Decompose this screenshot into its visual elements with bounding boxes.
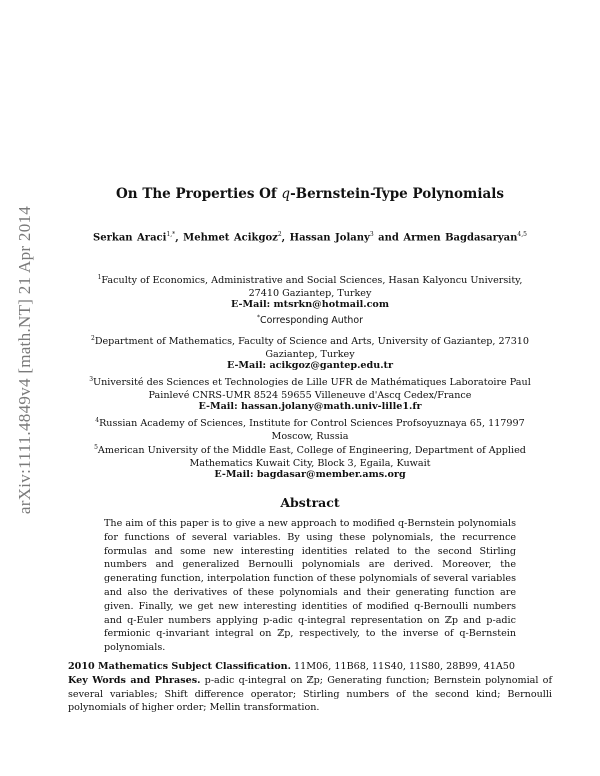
corresponding-author-note: *Corresponding Author: [257, 314, 363, 327]
email-address[interactable]: hassan.jolany@math.univ-lille1.fr: [240, 401, 422, 412]
affiliation-2: $^2$Department of Mathematics, Faculty of Science and Arts, University of Gaziantep, 27310 Gaziantep, Turkey: [90, 335, 530, 361]
arxiv-identifier: arXiv:1111.4849v4 [math.NT] 21 Apr 2014: [15, 205, 34, 515]
email-3: E-Mail: hassan.jolany@math.univ-lille1.fr: [198, 401, 422, 412]
author-name: Mehmet Acikgoz: [183, 232, 278, 244]
email-address[interactable]: acikgoz@gantep.edu.tr: [269, 360, 394, 371]
email-1: E-Mail: mtsrkn@hotmail.com: [231, 299, 389, 310]
abstract-text: The aim of this paper is to give a new approach to modified q-Bernstein polynomials for functions of several variables. By using these polynomials, the recurrence formulas and some new interesting identities related to the second Stirling numbers and generalized Bernoulli polynomials are derived. Moreover, the generating function, interpolation function of these polynomials of several variables and also the derivatives of these polynomials and their generating function are given. Finally, we get new interesting identities of modified q-Bernoulli numbers and q-Euler numbers applying p-adic q-integral representation on ℤp and p-adic fermionic q-invariant integral on ℤp, respectively, to the inverse of q-Bernstein polynomials.: [104, 518, 516, 654]
affiliation-3: $^3$Université des Sciences et Technologies de Lille UFR de Mathématiques Laboratoire Paul Painlevé CNRS-UMR 8524 59655 Villeneuve d'Ascq Cedex/France: [89, 376, 531, 402]
email-2: E-Mail: acikgoz@gantep.edu.tr: [226, 360, 394, 371]
affiliation-4: $^4$Russian Academy of Sciences, Institute for Control Sciences Profsoyuznaya 65, 117997 Moscow, Russia: [95, 417, 525, 443]
author-list: Serkan Araci$^{1,*}$, Mehmet Acikgoz$^2$, Hassan Jolany$^3$ and Armen Bagdasaryan$^{4,5}$: [93, 231, 527, 244]
email-5: E-Mail: bagdasar@member.ams.org: [214, 469, 406, 480]
author-name: Serkan Araci: [93, 232, 167, 244]
author-name: Hassan Jolany: [289, 232, 370, 244]
email-address[interactable]: mtsrkn@hotmail.com: [273, 299, 389, 310]
abstract-heading: Abstract: [280, 495, 340, 510]
classification-block: [68, 660, 552, 715]
msc-label: 2010 Mathematics Subject Classification.: [68, 661, 291, 672]
keywords-label: Key Words and Phrases.: [68, 674, 201, 686]
msc-codes: 11M06, 11B68, 11S40, 11S80, 28B99, 41A50: [290, 661, 516, 672]
paper-title: On The Properties Of q-Bernstein-Type Polynomials: [116, 186, 504, 202]
email-address[interactable]: bagdasar@member.ams.org: [256, 469, 406, 480]
author-name: Armen Bagdasaryan: [403, 232, 518, 244]
affiliation-5: $^5$American University of the Middle East, College of Engineering, Department of Applied Mathematics Kuwait City, Block 3, Egaila, Kuwait: [94, 444, 526, 470]
keywords-text: p-adic q-integral on ℤp; Generating function; Bernstein polynomial of several variables; Shift difference operator; Stirling numbers of the second kind; Bernoulli polynomials of higher order; Mellin transformation.: [68, 674, 552, 714]
affiliation-1: $^1$Faculty of Economics, Administrative and Social Sciences, Hasan Kalyoncu University, 27410 Gaziantep, Turkey: [97, 274, 523, 300]
arxiv-sidebar-stamp: [10, 120, 40, 600]
